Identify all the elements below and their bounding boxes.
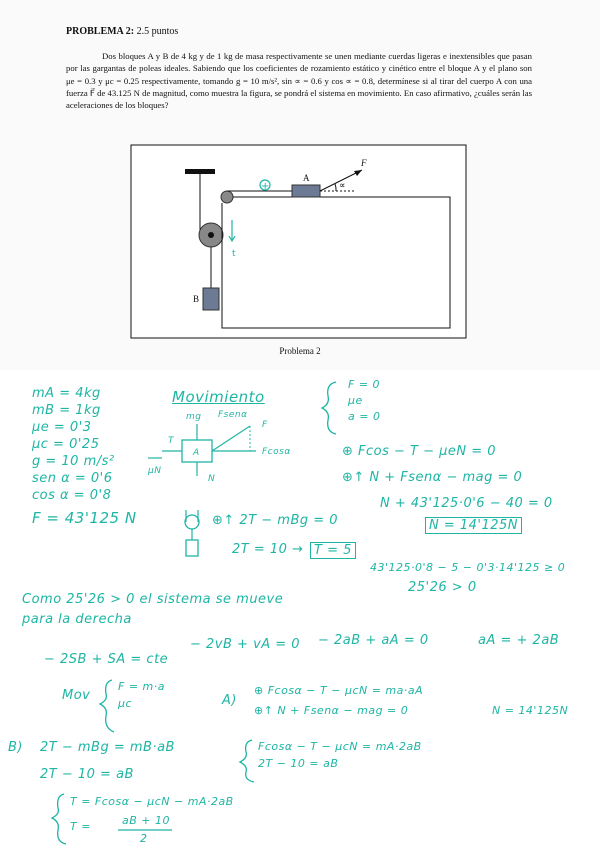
fbd-n: N [208, 474, 216, 484]
problem-title-label: PROBLEMA 2: [66, 26, 135, 37]
cond-f: F = 0 [348, 378, 381, 391]
mov-label: Mov [62, 688, 91, 703]
figure-caption: Problema 2 [279, 346, 321, 356]
fbd-block [182, 440, 212, 462]
constraint-3: − 2aB + aA = 0 [318, 633, 429, 648]
cond-a: a = 0 [348, 410, 381, 423]
fraction-denominator: 2 [140, 832, 148, 845]
note-data-f: F = 43'125 N [32, 509, 137, 527]
part-b-eq-1: 2T − mBg = mB·aB [40, 740, 175, 755]
cond-brace [322, 382, 336, 434]
note-data-ma: mA = 4kg [32, 386, 101, 401]
fbd-fsen: Fsenα [218, 410, 248, 420]
part-a-eq-2: ⊕↑ N + Fsenα − mag = 0 [254, 704, 409, 717]
fbd-pulley [185, 515, 199, 529]
part-b-label: B) [8, 740, 23, 755]
system-1-line-1: Fcosα − T − μcN = mA·2aB [258, 740, 422, 753]
eq-5: 2T = 10 → [232, 542, 304, 557]
mov-brace [100, 680, 114, 732]
ink-plus: + [261, 181, 270, 192]
system-1-line-2: 2T − 10 = aB [258, 757, 339, 770]
n-result: N = 14'125N [425, 517, 522, 534]
system-2-brace [52, 794, 66, 844]
problem-points: 2.5 puntos [136, 26, 179, 37]
fbd-block-b [186, 540, 198, 556]
fbd-force [212, 426, 250, 451]
eq-1: ⊕ Fcos − T − μeN = 0 [342, 444, 497, 459]
eq-3: N + 43'125·0'6 − 40 = 0 [380, 496, 553, 511]
conclusion-2: para la derecha [22, 612, 132, 627]
mov-line-2: μc [118, 697, 133, 710]
note-data-mue: μe = 0'3 [32, 420, 92, 435]
fbd-mg: mg [186, 412, 202, 422]
fbd-a: A [193, 448, 200, 458]
system-2-line-1: T = Fcosα − μcN − mA·2aB [70, 795, 234, 808]
cond-mue: μe [348, 394, 363, 407]
system-2-line-2: T = [70, 820, 91, 833]
eq-7: 25'26 > 0 [408, 580, 477, 595]
fbd-fcos: Fcosα [262, 447, 291, 457]
note-data-g: g = 10 m/s² [32, 454, 115, 469]
label-b: B [193, 294, 200, 304]
mov-line-1: F = m·a [118, 680, 165, 693]
problem-statement: Dos bloques A y B de 4 kg y de 1 kg de masa respectivamente se unen mediante cuerdas ligeras e inextensibles que pasan por las gargantas de poleas ideales. Sabiendo que los coeficientes de rozamiento estático y cinético entre el bloque A y el plano son μe = 0.3 y μc = 0.25 respectivamente, tomando g = 10 m/s², sin ∝ = 0.6 y cos ∝ = 0.8, determínese si al tirar del cuerpo A con una fuerza F⃗ de 43.125 N de magnitud, como muestra la figura, se pondrá el sistema en movimiento. En caso afirmativo, ¿cuáles serán las aceleraciones de los bloques? [66, 51, 532, 111]
fbd-f: F [262, 420, 268, 430]
system-1-brace [240, 740, 254, 782]
note-data-muc: μc = 0'25 [32, 437, 100, 452]
note-data-cos: cos α = 0'8 [32, 488, 112, 503]
constraint-1: − 2SB + SA = cte [44, 652, 169, 667]
note-data-mb: mB = 1kg [32, 403, 101, 418]
part-a-label: A) [222, 693, 237, 708]
note-title: Movimiento [172, 388, 265, 406]
part-a-n: N = 14'125N [492, 704, 569, 717]
eq-6: 43'125·0'8 − 5 − 0'3·14'125 ≥ 0 [370, 561, 566, 574]
t-result: T = 5 [310, 542, 356, 559]
constraint-2: − 2vB + vA = 0 [190, 637, 301, 652]
note-data-sen: sen α = 0'6 [32, 471, 113, 486]
constraint-4: aA = + 2aB [478, 633, 560, 648]
eq-4: ⊕↑ 2T − mBg = 0 [212, 513, 339, 528]
conclusion-1: Como 25'26 > 0 el sistema se mueve [22, 592, 284, 607]
fraction-numerator: aB + 10 [122, 814, 170, 827]
label-angle: ∝ [339, 180, 346, 190]
fbd-mun: μN [148, 466, 162, 476]
label-force: F⃗ [361, 158, 374, 168]
label-a: A [303, 173, 310, 183]
part-b-eq-2: 2T − 10 = aB [40, 767, 134, 782]
fbd-t: T [168, 436, 174, 446]
part-a-eq-1: ⊕ Fcosα − T − μcN = ma·aA [254, 684, 424, 697]
ink-t-label: t [232, 249, 236, 259]
eq-2: ⊕↑ N + Fsenα − mag = 0 [342, 470, 523, 485]
